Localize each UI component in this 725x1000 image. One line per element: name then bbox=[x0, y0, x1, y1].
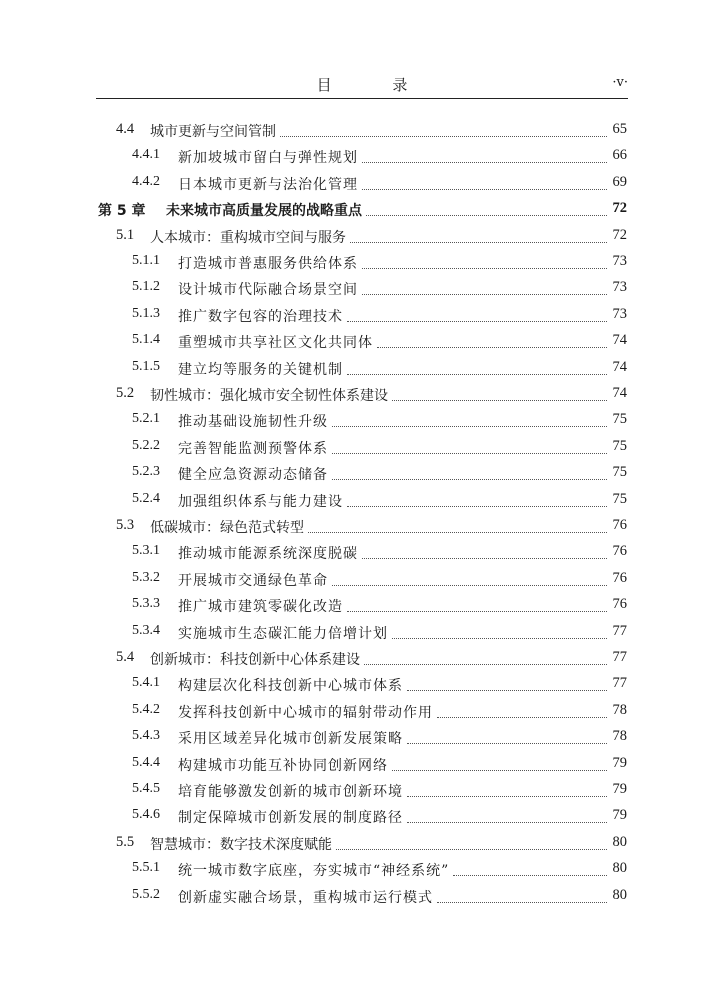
toc-entry-title: 统一城市数字底座，夯实城市“神经系统” bbox=[178, 863, 450, 880]
toc-entry-page: 79 bbox=[612, 754, 627, 771]
toc-entry-number: 4.4.2 bbox=[132, 173, 160, 189]
toc-entry-title: 新加坡城市留白与弹性规划 bbox=[178, 150, 358, 167]
header-rule bbox=[96, 98, 628, 99]
toc-entry-number: 5.5.2 bbox=[132, 886, 160, 902]
toc-entry-page: 73 bbox=[612, 279, 627, 296]
toc-dot-leader bbox=[347, 374, 607, 375]
toc-entry-title: 推广城市建筑零碳化改造 bbox=[178, 599, 343, 616]
toc-dot-leader bbox=[407, 690, 607, 691]
toc-entry-page: 77 bbox=[612, 622, 627, 639]
toc-entry-number: 5.2.3 bbox=[132, 464, 160, 480]
toc-entry-title: 培育能够激发创新的城市创新环境 bbox=[178, 784, 403, 800]
toc-entry bbox=[0, 570, 725, 594]
toc-dot-leader bbox=[437, 902, 607, 903]
toc-dot-leader bbox=[392, 770, 607, 771]
toc-entry bbox=[0, 279, 725, 303]
toc-entry bbox=[0, 623, 725, 647]
toc-entry-number: 5.2.1 bbox=[132, 411, 160, 427]
toc-entry-number: 5.4.2 bbox=[132, 701, 160, 717]
toc-entry bbox=[0, 543, 725, 567]
toc-entry-title: 构建层次化科技创新中心城市体系 bbox=[178, 678, 403, 695]
toc-entry-page: 76 bbox=[612, 596, 627, 613]
toc-entry-number: 5.3 bbox=[116, 517, 135, 533]
toc-dot-leader bbox=[332, 585, 607, 586]
toc-entry-number: 5.4 bbox=[116, 649, 135, 665]
toc-entry bbox=[0, 200, 725, 224]
toc-entry-page: 69 bbox=[612, 173, 627, 190]
toc-entry-page: 79 bbox=[612, 807, 627, 824]
toc-dot-leader bbox=[350, 242, 607, 243]
toc-entry bbox=[0, 227, 725, 251]
toc-entry bbox=[0, 147, 725, 171]
toc-entry-title: 推动城市能源系统深度脱碳 bbox=[178, 546, 358, 563]
toc-dot-leader bbox=[347, 506, 607, 507]
toc-entry-title: 开展城市交通绿色革命 bbox=[178, 572, 328, 589]
toc-entry bbox=[0, 807, 725, 831]
toc-entry-number: 5.1.1 bbox=[132, 253, 160, 268]
toc-entry-title: 人本城市：重构城市空间与服务 bbox=[150, 229, 346, 246]
toc-dot-leader bbox=[308, 532, 607, 533]
toc-entry bbox=[0, 728, 725, 752]
toc-entry-title: 低碳城市：绿色范式转型 bbox=[150, 520, 304, 536]
toc-entry-title: 创新城市：科技创新中心体系建设 bbox=[150, 652, 360, 668]
toc-dot-leader bbox=[437, 717, 607, 718]
toc-entry-number: 5.2.4 bbox=[132, 490, 160, 506]
toc-entry-page: 78 bbox=[612, 728, 627, 745]
toc-entry-number: 5.5.1 bbox=[132, 860, 160, 876]
toc-entry-number: 5.1 bbox=[116, 226, 135, 243]
header-title: 目 录 bbox=[316, 76, 436, 94]
toc-entry bbox=[0, 887, 725, 911]
toc-entry-title: 实施城市生态碳汇能力倍增计划 bbox=[178, 625, 388, 642]
toc-entry-number: 4.4 bbox=[116, 121, 135, 137]
toc-dot-leader bbox=[280, 136, 607, 137]
toc-entry bbox=[0, 596, 725, 620]
toc-entry-page: 79 bbox=[612, 781, 627, 797]
toc-entry bbox=[0, 702, 725, 726]
toc-entry-title: 智慧城市：数字技术深度赋能 bbox=[150, 836, 332, 853]
toc-entry-number: 第 5 章 bbox=[98, 203, 146, 220]
toc-entry-title: 未来城市高质量发展的战略重点 bbox=[166, 203, 362, 220]
toc-entry-number: 5.1.4 bbox=[132, 332, 160, 348]
toc-entry-title: 推动基础设施韧性升级 bbox=[178, 414, 328, 431]
toc-dot-leader bbox=[453, 875, 606, 876]
toc-dot-leader bbox=[366, 215, 607, 216]
toc-dot-leader bbox=[332, 453, 607, 454]
toc-entry-page: 77 bbox=[612, 675, 627, 692]
toc-entry-page: 72 bbox=[612, 200, 627, 217]
toc-entry-title: 加强组织体系与能力建设 bbox=[178, 493, 343, 510]
toc-entry-page: 75 bbox=[612, 490, 627, 507]
toc-entry-page: 73 bbox=[612, 305, 627, 322]
toc-entry bbox=[0, 649, 725, 673]
toc-entry-title: 打造城市普惠服务供给体系 bbox=[178, 256, 358, 272]
toc-entry bbox=[0, 834, 725, 858]
toc-entry-title: 采用区域差异化城市创新发展策略 bbox=[178, 731, 403, 748]
toc-entry-title: 城市更新与空间管制 bbox=[150, 124, 276, 140]
toc-dot-leader bbox=[362, 162, 607, 163]
toc-dot-leader bbox=[392, 638, 607, 639]
toc-entry-title: 日本城市更新与法治化管理 bbox=[178, 176, 358, 193]
toc-entry-title: 推广数字包容的治理技术 bbox=[178, 308, 343, 325]
toc-dot-leader bbox=[336, 849, 607, 850]
toc-dot-leader bbox=[377, 347, 607, 348]
toc-entry-page: 77 bbox=[612, 649, 627, 665]
toc-entry-page: 78 bbox=[612, 701, 627, 718]
toc-dot-leader bbox=[332, 479, 607, 480]
toc-entry-number: 5.3.2 bbox=[132, 569, 160, 585]
toc-entry-page: 74 bbox=[612, 385, 627, 401]
toc-entry-number: 5.4.3 bbox=[132, 728, 160, 744]
toc-entry bbox=[0, 517, 725, 541]
toc-entry bbox=[0, 464, 725, 488]
toc-entry bbox=[0, 332, 725, 356]
toc-entry-title: 重塑城市共享社区文化共同体 bbox=[178, 335, 373, 352]
toc-entry-page: 75 bbox=[612, 464, 627, 481]
toc-entry-number: 5.5 bbox=[116, 833, 135, 850]
toc-dot-leader bbox=[362, 268, 607, 269]
toc-entry-page: 74 bbox=[612, 332, 627, 349]
toc-entry-title: 发挥科技创新中心城市的辐射带动作用 bbox=[178, 704, 433, 721]
toc-entry bbox=[0, 860, 725, 884]
toc-dot-leader bbox=[362, 189, 607, 190]
toc-entry-number: 5.2.2 bbox=[132, 437, 160, 453]
toc-entry bbox=[0, 359, 725, 383]
toc-entry bbox=[0, 174, 725, 198]
toc-entry-number: 5.1.5 bbox=[132, 358, 160, 374]
header-page-marker: ·v· bbox=[612, 75, 628, 90]
toc-entry-title: 制定保障城市创新发展的制度路径 bbox=[178, 810, 403, 827]
toc-entry-title: 创新虚实融合场景，重构城市运行模式 bbox=[178, 889, 433, 906]
toc-entry bbox=[0, 121, 725, 145]
toc-dot-leader bbox=[347, 611, 607, 612]
toc-entry bbox=[0, 411, 725, 435]
toc-dot-leader bbox=[332, 426, 607, 427]
toc-entry-page: 65 bbox=[612, 121, 627, 137]
toc-entry-page: 75 bbox=[612, 437, 627, 454]
toc-dot-leader bbox=[407, 796, 607, 797]
toc-entry-title: 健全应急资源动态储备 bbox=[178, 467, 328, 484]
toc-entry bbox=[0, 438, 725, 462]
toc-entry-page: 80 bbox=[612, 833, 627, 850]
toc-entry bbox=[0, 385, 725, 409]
toc-entry bbox=[0, 675, 725, 699]
toc-entry-number: 5.3.1 bbox=[132, 543, 160, 559]
toc-entry-number: 5.4.6 bbox=[132, 807, 160, 823]
toc-entry-number: 5.4.5 bbox=[132, 781, 160, 796]
toc-entry bbox=[0, 253, 725, 277]
toc-entry bbox=[0, 306, 725, 330]
toc-entry-title: 完善智能监测预警体系 bbox=[178, 440, 328, 457]
toc-entry bbox=[0, 781, 725, 805]
toc-dot-leader bbox=[364, 664, 607, 665]
toc-dot-leader bbox=[392, 400, 607, 401]
toc-entry-number: 5.2 bbox=[116, 385, 135, 401]
toc-entry bbox=[0, 755, 725, 779]
toc-entry-page: 74 bbox=[612, 358, 627, 375]
toc-entry-page: 73 bbox=[612, 253, 627, 269]
toc-dot-leader bbox=[347, 321, 607, 322]
toc-entry-page: 76 bbox=[612, 569, 627, 586]
toc-entry-page: 66 bbox=[612, 147, 627, 164]
toc-dot-leader bbox=[407, 743, 607, 744]
toc-dot-leader bbox=[362, 558, 607, 559]
toc-entry-title: 韧性城市：强化城市安全韧性体系建设 bbox=[150, 388, 388, 404]
toc-dot-leader bbox=[362, 294, 607, 295]
toc-entry-page: 75 bbox=[612, 411, 627, 428]
toc-entry-title: 设计城市代际融合场景空间 bbox=[178, 282, 358, 299]
page-header bbox=[96, 72, 628, 98]
toc-entry-page: 72 bbox=[612, 226, 627, 243]
toc-entry-page: 76 bbox=[612, 543, 627, 560]
toc-entry-page: 80 bbox=[612, 886, 627, 903]
toc-entry-page: 76 bbox=[612, 517, 627, 533]
toc-entry-number: 5.4.4 bbox=[132, 754, 160, 770]
toc-entry-number: 5.1.2 bbox=[132, 279, 160, 295]
toc-entry bbox=[0, 491, 725, 515]
toc-entry-title: 构建城市功能互补协同创新网络 bbox=[178, 757, 388, 774]
toc-entry-page: 80 bbox=[612, 860, 627, 877]
toc-entry-number: 5.3.4 bbox=[132, 622, 160, 638]
toc-entry-title: 建立均等服务的关键机制 bbox=[178, 361, 343, 378]
toc-entry-number: 5.4.1 bbox=[132, 675, 160, 691]
toc-entry-number: 4.4.1 bbox=[132, 147, 160, 163]
toc-dot-leader bbox=[407, 822, 607, 823]
toc-entry-number: 5.3.3 bbox=[132, 596, 160, 612]
toc-entry-number: 5.1.3 bbox=[132, 305, 160, 321]
